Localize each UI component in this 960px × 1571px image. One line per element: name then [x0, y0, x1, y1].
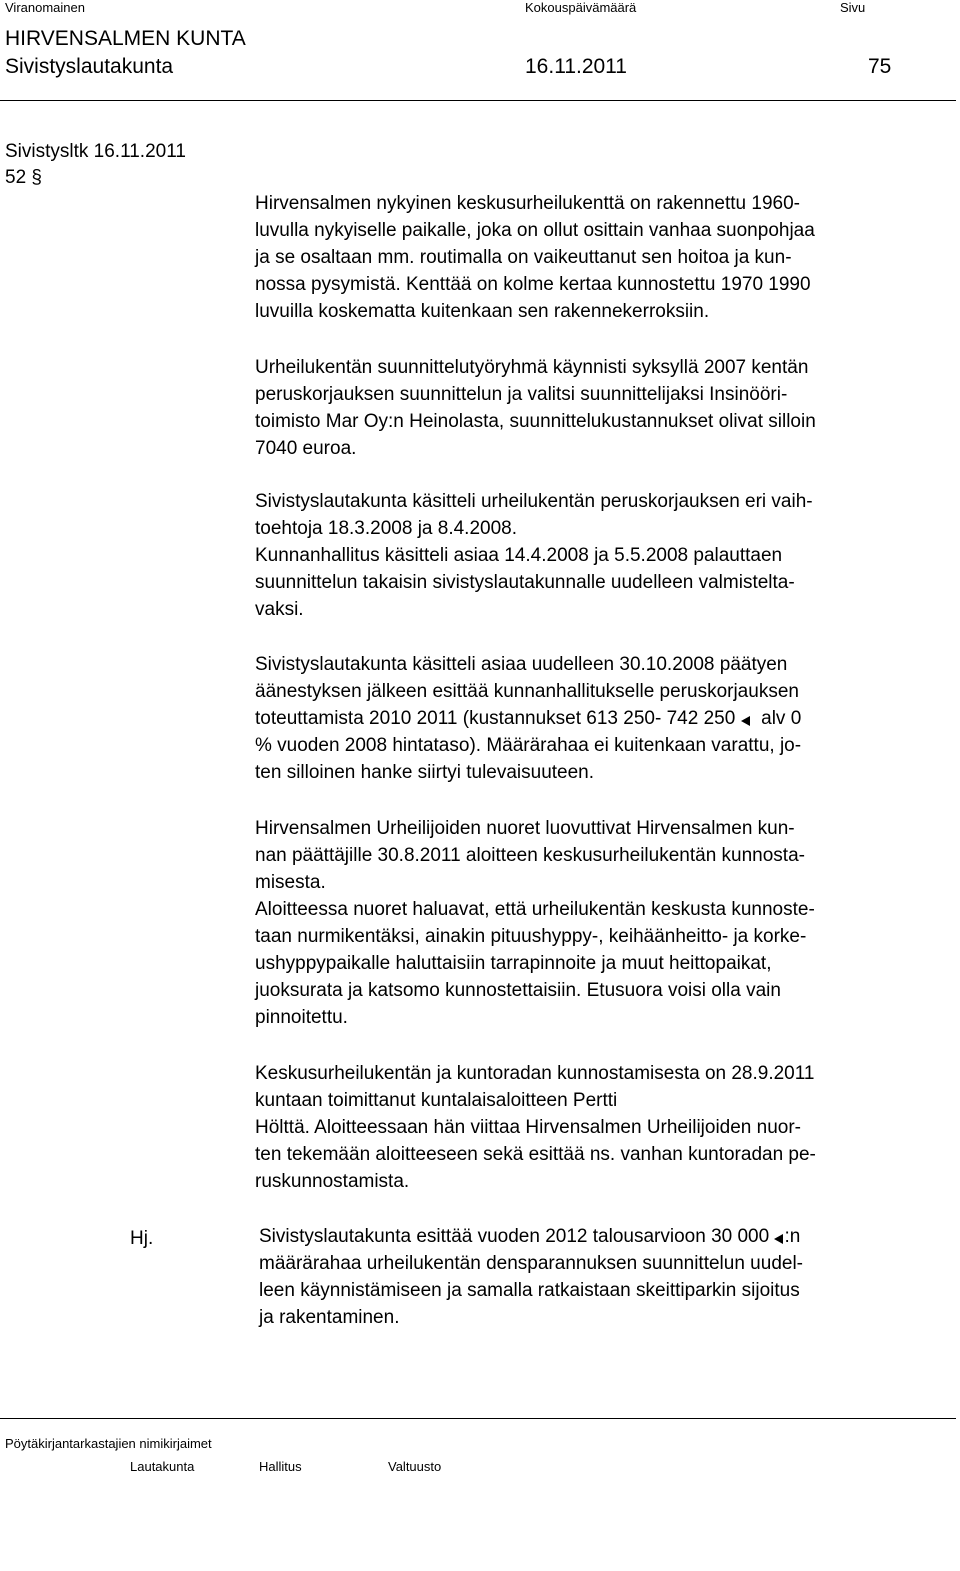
paragraph-history [255, 190, 955, 325]
paragraph-line: toehtoja 18.3.2008 ja 8.4.2008. [255, 518, 518, 539]
paragraph-line: ten silloinen hanke siirtyi tulevaisuuteen. [255, 762, 595, 783]
amount-suffix: :n [784, 1226, 801, 1247]
organization-name: HIRVENSALMEN KUNTA [5, 27, 246, 50]
paragraph-line: % vuoden 2008 hintataso). Määrärahaa ei kuitenkaan varattu, jo- [255, 735, 802, 756]
paragraph-line: ruskunnostamista. [255, 1171, 410, 1192]
paragraph-youth-initiative [255, 815, 955, 1031]
paragraph-line: 7040 euroa. [255, 438, 357, 459]
header-divider [0, 100, 956, 101]
paragraph-line: Keskusurheilukentän ja kuntoradan kunnostamisesta on 28.9.2011 [255, 1063, 815, 1084]
paragraph-line: Kunnanhallitus käsitteli asiaa 14.4.2008 ja 5.5.2008 palauttaen [255, 545, 783, 566]
paragraph-line: luvulla nykyiselle paikalle, joka on ollut osittain vanhaa suonpohjaa [255, 220, 815, 241]
header-page-label: Sivu [840, 0, 866, 15]
vat-text: alv 0 [761, 708, 802, 729]
paragraph-line: suunnittelun takaisin sivistyslautakunnalle uudelleen valmistelta- [255, 572, 795, 593]
signatures-label: Pöytäkirjantarkastajien nimikirjaimet [5, 1436, 212, 1451]
paragraph-line-cost [255, 705, 955, 732]
paragraph-line: taan nurmikentäksi, ainakin pituushyppy-, keihäänheitto- ja korke- [255, 926, 807, 947]
signature-board: Lautakunta [130, 1459, 195, 1474]
euro-icon [741, 710, 751, 726]
paragraph-line: Hölttä. Aloitteessaan hän viittaa Hirvensalmen Urheilijoiden nuor- [255, 1117, 802, 1138]
euro-icon [774, 1228, 784, 1244]
paragraph-line: Hirvensalmen nykyinen keskusurheilukenttä on rakennettu 1960- [255, 193, 800, 214]
paragraph-planning-2007 [255, 354, 955, 462]
paragraph-line: kuntaan toimittanut kuntalaisaloitteen Pertti [255, 1090, 618, 1111]
authority-name: Sivistyslautakunta [5, 55, 174, 78]
paragraph-line: peruskorjauksen suunnittelun ja valitsi suunnittelijaksi Insinööri- [255, 384, 788, 405]
paragraph-line: ja se osaltaan mm. routimalla on vaikeuttanut sen hoitoa ja kun- [255, 247, 792, 268]
paragraph-line: Sivistyslautakunta käsitteli urheilukentän peruskorjauksen eri vaih- [255, 491, 813, 512]
signature-government: Hallitus [259, 1459, 302, 1474]
proposal-line: määrärahaa urheilukentän densparannuksen suunnittelun uudel- [259, 1253, 803, 1274]
paragraph-line: Urheilukentän suunnittelutyöryhmä käynnisti syksyllä 2007 kentän [255, 357, 809, 378]
paragraph-line: nan päättäjille 30.8.2011 aloitteen keskusurheilukentän kunnosta- [255, 845, 805, 866]
paragraph-line: misesta. [255, 872, 326, 893]
paragraph-line: nossa pysymistä. Kenttää on kolme kertaa kunnostettu 1970 1990 [255, 274, 811, 295]
paragraph-line: juoksurata ja katsomo kunnostettaisiin. Etusuora voisi olla vain [255, 980, 781, 1001]
cost-text: toteuttamista 2010 2011 (kustannukset 613 250- 742 250 [255, 708, 736, 729]
paragraph-line: ushyppypaikalle haluttaisiin tarrapinnoite ja muut heittopaikat, [255, 953, 772, 974]
paragraph-line: ten tekemään aloitteeseen sekä esittää ns. vanhan kuntoradan pe- [255, 1144, 816, 1165]
paragraph-line: Sivistyslautakunta käsitteli asiaa uudelleen 30.10.2008 päätyen [255, 654, 788, 675]
proposal-line: ja rakentaminen. [259, 1307, 400, 1328]
proposal-line: leen käynnistämiseen ja samalla ratkaistaan skeittiparkin sijoitus [259, 1280, 800, 1301]
paragraph-vote-2008 [255, 651, 955, 786]
paragraph-line: luvuilla koskematta kuitenkaan sen rakennekerroksiin. [255, 301, 710, 322]
proposal-label: Hj. [130, 1228, 154, 1249]
section-number: 52 § [5, 167, 42, 188]
paragraph-line: toimisto Mar Oy:n Heinolasta, suunnittelukustannukset olivat silloin [255, 411, 816, 432]
section-reference: Sivistysltk 16.11.2011 [5, 141, 186, 162]
signature-council: Valtuusto [388, 1459, 442, 1474]
proposal-text [259, 1223, 959, 1331]
paragraph-resident-initiative [255, 1060, 955, 1195]
footer-divider [0, 1418, 956, 1419]
amount-text: Sivistyslautakunta esittää vuoden 2012 talousarvioon 30 000 [259, 1226, 770, 1247]
paragraph-line: vaksi. [255, 599, 304, 620]
proposal-line-amount [259, 1223, 959, 1250]
meeting-date: 16.11.2011 [525, 55, 627, 78]
paragraph-line: Aloitteessa nuoret haluavat, että urheilukentän keskusta kunnoste- [255, 899, 815, 920]
header-authority-label: Viranomainen [5, 0, 85, 15]
paragraph-line: pinnoitettu. [255, 1007, 348, 1028]
paragraph-line: äänestyksen jälkeen esittää kunnanhallitukselle peruskorjauksen [255, 681, 799, 702]
header-date-label: Kokouspäivämäärä [525, 0, 637, 15]
paragraph-board-2008 [255, 488, 955, 623]
paragraph-line: Hirvensalmen Urheilijoiden nuoret luovuttivat Hirvensalmen kun- [255, 818, 795, 839]
page-number: 75 [868, 55, 892, 78]
